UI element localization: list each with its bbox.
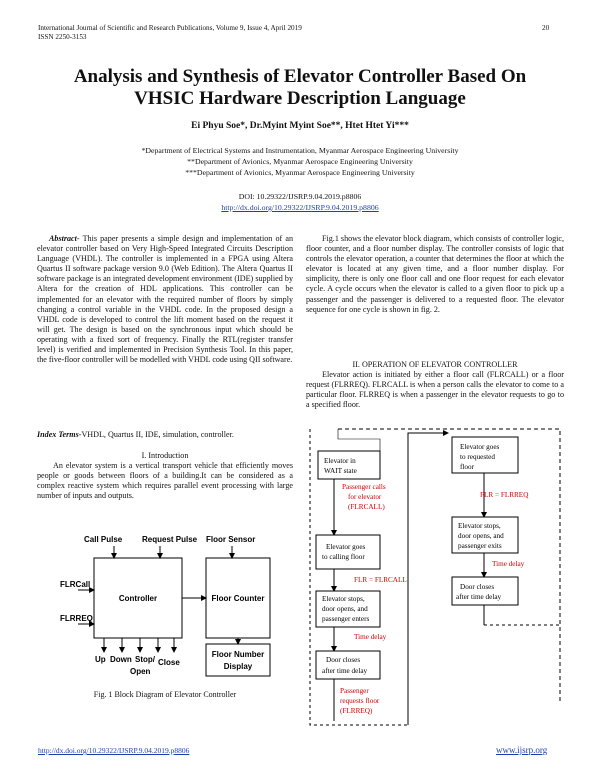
intro-text: An elevator system is a vertical transport vehicle that efficiently moves people or goods between floors of a building.It can be considered as a complex reactive system which requires parallel event processing with large number of inputs and outputs. xyxy=(37,461,293,501)
lbl5: FLR = FLRREQ xyxy=(480,491,529,499)
lbl4-line2: requests floor xyxy=(340,697,380,705)
lbl1-line1: Passenger calls xyxy=(342,483,386,491)
lbl2: FLR = FLRCALL xyxy=(354,576,407,584)
issn: ISSN 2250-3153 xyxy=(38,33,87,41)
floor-sensor-label: Floor Sensor xyxy=(206,535,256,544)
paper-title-line2: VHSIC Hardware Description Language xyxy=(134,88,466,109)
box6-line2: door opens, and xyxy=(458,532,504,540)
connector-to-right xyxy=(408,433,448,725)
lbl3: Time delay xyxy=(354,633,387,641)
footer-doi-link[interactable]: http://dx.doi.org/10.29322/IJSRP.9.04.2019.p8806 xyxy=(38,746,190,755)
paper-title-line1: Analysis and Synthesis of Elevator Controller Based On xyxy=(73,66,527,87)
fig1-block-diagram xyxy=(60,528,300,680)
abstract-text: This paper presents a simple design and implementation of an elevator controller based on Very High-Speed Integrated Circuits Description Language (VHDL). The controller is implemented in a FPGA using Altera Quartus II software package version 9.0 (Web Edition). The Altera Quartus II software package is an integrated development environment (IDE) supplied by Altera for the creation of HDL applications. This controller can be implemented for an elevator with the required number of floors by simply changing a control variable in the VHDL code. In the proposed design a VHDL code is developed to control the lift moment based on the request it will get. The design is based on the synchronous input which should be operating with a fixed sort of frequency. Finally the RTL(register transfer level) is verified and implemented in Precision Synthesis Tool. In this paper, the five-floor controller will be modelled with VHDL code using QII software. xyxy=(37,234,293,365)
box2-line1: Elevator goes xyxy=(326,543,366,551)
lbl1-line2: for elevator xyxy=(348,493,382,501)
abstract-label: Abstract- xyxy=(49,234,80,243)
lbl1-line3: (FLRCALL) xyxy=(348,503,385,511)
flrcall-label: FLRCall xyxy=(60,580,91,589)
controller-label: Controller xyxy=(118,594,158,603)
index-terms-text: VHDL, Quartus II, IDE, simulation, controller. xyxy=(81,430,234,439)
stop-label: Stop/ xyxy=(135,655,155,664)
affiliation-1: *Department of Electrical Systems and Instrumentation, Myanmar Aerospace Engineering University xyxy=(141,146,459,155)
section2-heading: II. OPERATION OF ELEVATOR CONTROLLER xyxy=(352,360,518,369)
footer-site-link[interactable]: www.ijsrp.org xyxy=(496,745,548,755)
journal-header: International Journal of Scientific and Research Publications, Volume 9, Issue 4, April 2019 xyxy=(38,24,302,32)
box1-line1: Elevator in xyxy=(324,457,356,465)
open-label: Open xyxy=(130,667,151,676)
call-pulse-label: Call Pulse xyxy=(84,535,123,544)
return-to-wait xyxy=(338,429,380,451)
goes-calling-floor-box xyxy=(316,535,380,569)
box6-line1: Elevator stops, xyxy=(458,522,501,530)
box4-line2: after time delay xyxy=(322,667,368,675)
lbl4-line1: Passenger xyxy=(340,687,369,695)
right-paragraph: Fig.1 shows the elevator block diagram, which consists of controller logic, floor counter, and a floor number display. The controller consists of logic that controls the elevator operation, a counter that determines the floor at which the elevator is located at any given time, and a floor number display. For simplicity, there is only one floor call and one floor request for each elevator cycle. A cycle occurs when the elevator is called to a given floor to pick up a passenger and the passenger is delivered to a requested floor. The elevator sequence for one cycle is shown in fig. 2. xyxy=(306,234,564,314)
request-pulse-label: Request Pulse xyxy=(142,535,198,544)
lbl6: Time delay xyxy=(492,560,525,568)
flrreq-label: FLRREQ xyxy=(60,614,93,623)
affiliation-2: **Department of Avionics, Myanmar Aerospace Engineering University xyxy=(187,157,413,166)
doi-link[interactable]: http://dx.doi.org/10.29322/IJSRP.9.04.2019.p8806 xyxy=(221,203,379,212)
box1-line2: WAIT state xyxy=(324,467,357,475)
box2-line2: to calling floor xyxy=(322,553,365,561)
box3-line3: passenger enters xyxy=(322,615,370,623)
abstract xyxy=(37,234,293,365)
close-label: Close xyxy=(158,658,180,667)
intro-heading: I. Introduction xyxy=(141,451,189,460)
floor-number-label: Floor Number xyxy=(211,650,265,659)
index-terms-label: Index Terms- xyxy=(37,430,82,439)
box5-line3: floor xyxy=(460,463,474,471)
up-label: Up xyxy=(95,655,106,664)
affiliation-3: ***Department of Avionics, Myanmar Aerospace Engineering University xyxy=(185,168,415,177)
box7-line2: after time delay xyxy=(456,593,502,601)
box4-line1: Door closes xyxy=(326,656,361,664)
box5-line2: to requested xyxy=(460,453,495,461)
doi: DOI: 10.29322/IJSRP.9.04.2019.p8806 xyxy=(238,192,362,201)
box3-line1: Elevator stops, xyxy=(322,595,365,603)
box5-line1: Elevator goes xyxy=(460,443,500,451)
down-label: Down xyxy=(110,655,132,664)
index-terms xyxy=(37,430,293,440)
display-label: Display xyxy=(223,662,253,671)
box3-line2: door opens, and xyxy=(322,605,368,613)
lbl4-line3: (FLRREQ) xyxy=(340,707,373,715)
page-number: 20 xyxy=(542,24,550,32)
box7-line1: Door closes xyxy=(460,583,495,591)
section2-text: Elevator action is initiated by either a floor call (FLRCALL) or a floor request (FLRREQ). FLRCALL is when a person calls the elevator to come to a particular floor. FLRREQ is when a passenger in the elevator requests to go to a specified floor. xyxy=(306,370,564,410)
box6-line3: passenger exits xyxy=(458,542,502,550)
authors: Ei Phyu Soe*, Dr.Myint Myint Soe**, Htet Htet Yi*** xyxy=(191,121,409,131)
fig1-caption: Fig. 1 Block Diagram of Elevator Controller xyxy=(93,690,237,699)
floor-counter-label: Floor Counter xyxy=(211,594,265,603)
fig2-flowchart xyxy=(308,425,564,735)
floor-number-display-box xyxy=(206,644,270,676)
